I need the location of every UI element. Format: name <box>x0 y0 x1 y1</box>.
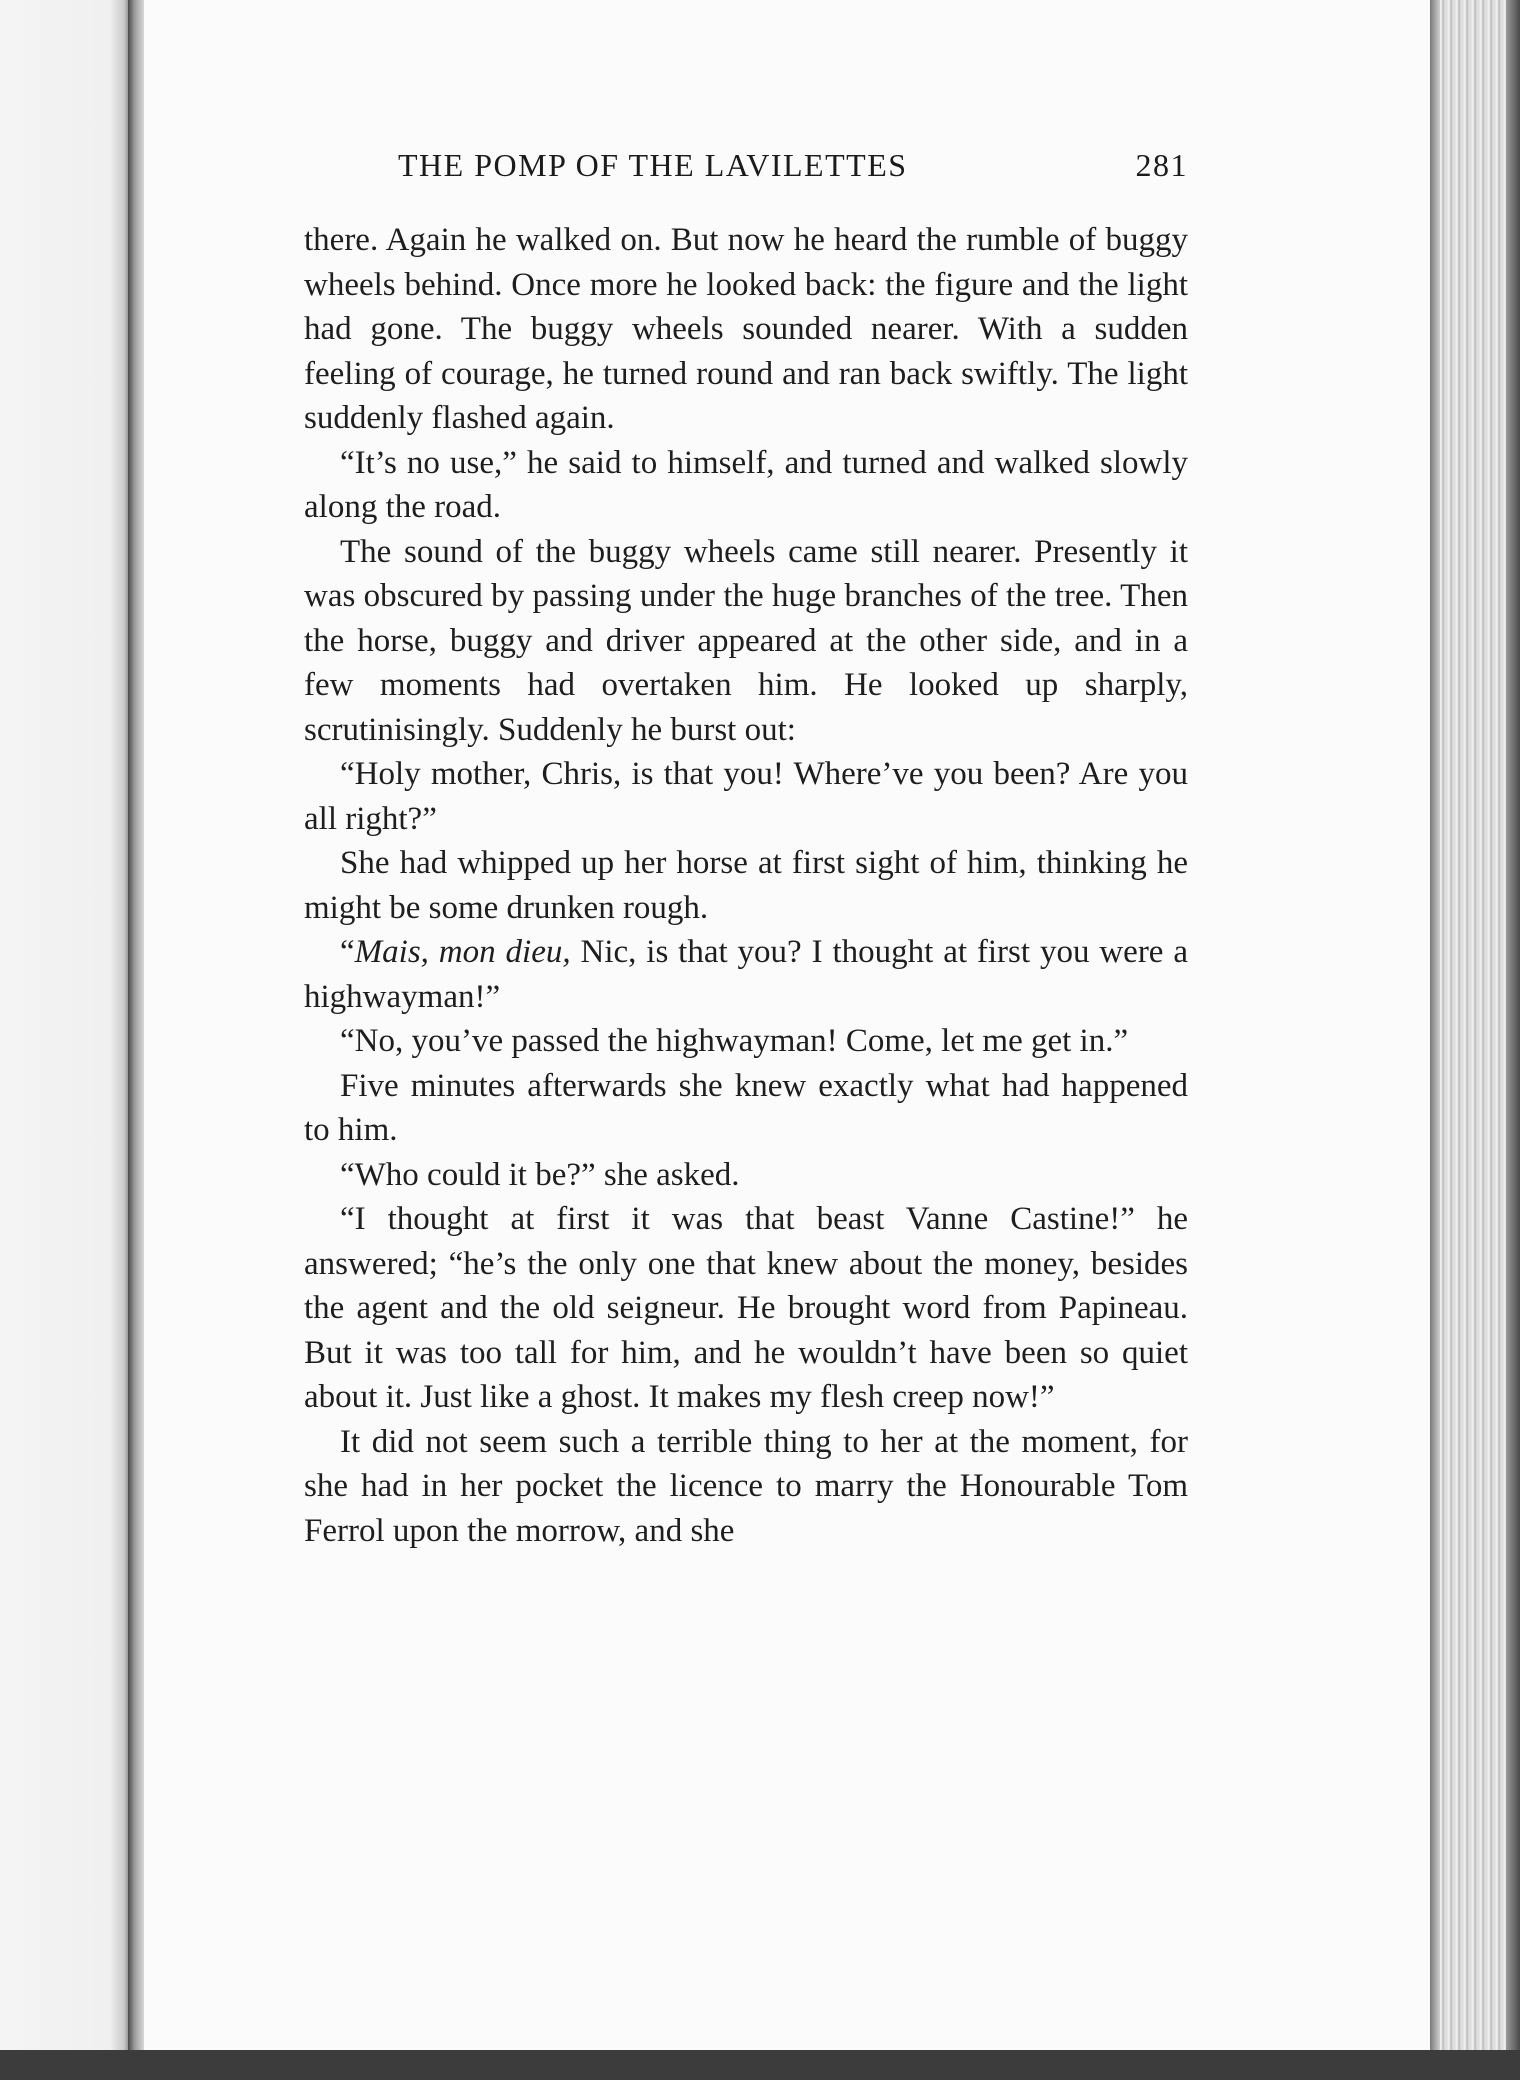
left-margin <box>0 0 132 2080</box>
paragraph: She had whipped up her horse at first sight of him, thinking he might be some drunken rough. <box>304 845 1188 926</box>
paragraph: Five minutes afterwards she knew exactly what had happened to him. <box>304 1067 1188 1148</box>
open-quote: “ <box>340 934 355 970</box>
paragraph: there. Again he walked on. But now he heard the rumble of buggy wheels behind. Once more he looked back: the figure and the light had gone. The buggy wheels sounded nearer. With a sudden feeling of courage, he turned round and ran back swiftly. The light suddenly flashed again. <box>304 222 1188 436</box>
running-header <box>398 147 1188 193</box>
italic-phrase: Mais, mon dieu, <box>354 934 571 970</box>
paragraph: “Holy mother, Chris, is that you! Where’ve you been? Are you all right?” <box>304 756 1188 837</box>
page-number: 281 <box>1135 147 1188 183</box>
binding-shadow <box>128 0 144 2050</box>
running-title: THE POMP OF THE LAVILETTES <box>398 147 908 183</box>
paragraph: It did not seem such a terrible thing to her at the moment, for she had in her pocket the licence to marry the Honourable Tom Ferrol upon the morrow, and she <box>304 1423 1188 1549</box>
page-block-edges <box>1430 0 1520 2080</box>
paragraph: “No, you’ve passed the highwayman! Come, let me get in.” <box>340 1023 1129 1059</box>
paragraph: “I thought at first it was that beast Vanne Castine!” he answered; “he’s the only one that knew about the money, besides the agent and the old seigneur. He brought word from Papineau. But it was too tall for him, and he wouldn’t have been so quiet about it. Just like a ghost. It makes my flesh creep now!” <box>304 1201 1188 1415</box>
paragraph: “It’s no use,” he said to himself, and turned and walked slowly along the road. <box>304 444 1188 525</box>
body-text <box>304 218 1188 1553</box>
paragraph: “Who could it be?” she asked. <box>340 1156 740 1193</box>
paragraph-rest: Nic, is that you? I thought at first you were a highwayman!” <box>304 934 1188 1015</box>
paragraph <box>304 930 1188 1019</box>
paragraph: The sound of the buggy wheels came still nearer. Presently it was obscured by passing under the huge branches of the tree. Then the horse, buggy and driver appeared at the other side, and in a few moments had overtaken him. He looked up sharply, scrutinisingly. Suddenly he burst out: <box>304 533 1188 748</box>
bottom-scan-border <box>0 2050 1520 2080</box>
